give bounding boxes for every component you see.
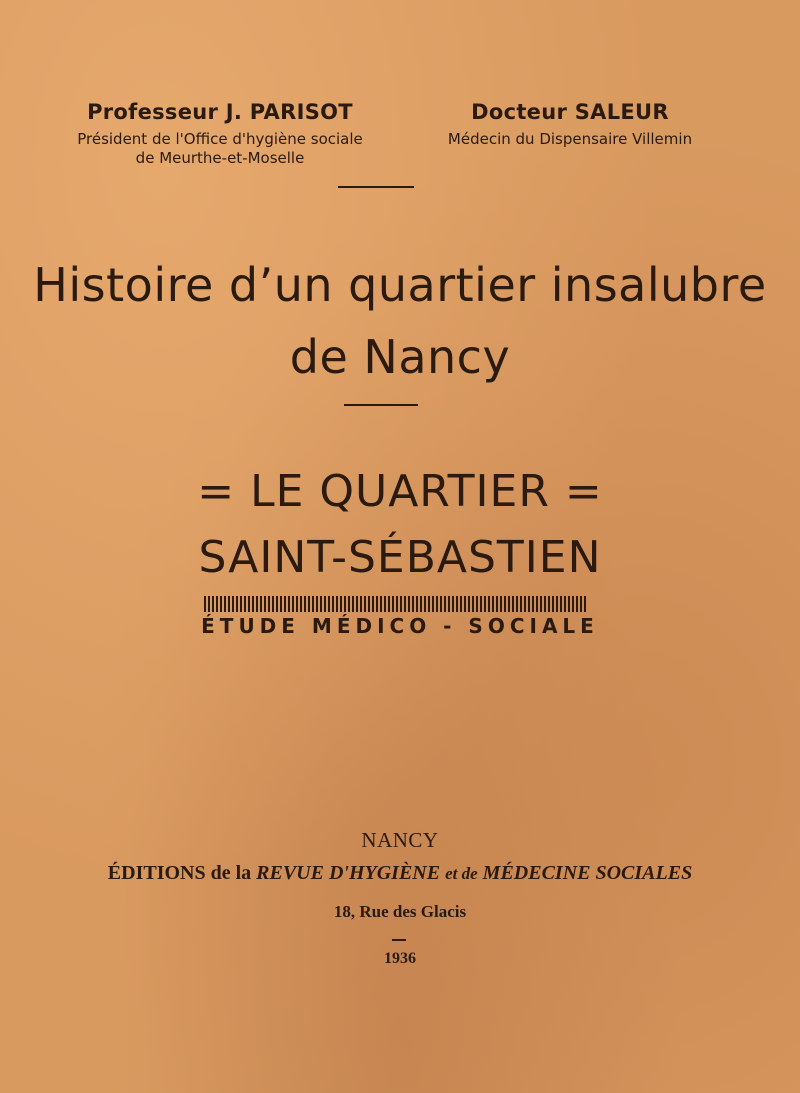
author-saleur (420, 100, 720, 149)
publisher-editions (0, 862, 800, 885)
study-label: ÉTUDE MÉDICO - SOCIALE (201, 614, 599, 638)
title-divider (344, 404, 418, 406)
main-title-line2: de Nancy (289, 330, 511, 384)
hatched-rule (204, 596, 588, 612)
publisher-city: NANCY (361, 828, 439, 852)
top-divider (338, 186, 414, 188)
subtitle-line1: = LE QUARTIER = (197, 466, 603, 517)
author-name: Docteur SALEUR (471, 100, 669, 124)
journal-connector: et de (445, 864, 478, 883)
subtitle-line2: SAINT-SÉBASTIEN (198, 532, 602, 583)
journal-name-part2: MÉDECINE SOCIALES (482, 862, 693, 884)
main-title-line1: Histoire d’un quartier insalubre (33, 258, 767, 312)
author-role-line1: Président de l'Office d'hygiène sociale (77, 130, 363, 148)
editions-prefix: ÉDITIONS de la (107, 862, 252, 884)
author-role-line1: Médecin du Dispensaire Villemin (447, 130, 693, 148)
author-role-line2: de Meurthe-et-Moselle (135, 149, 305, 167)
author-name: Professeur J. PARISOT (87, 100, 353, 124)
publication-year: 1936 (384, 950, 416, 967)
publisher-address: 18, Rue des Glacis (333, 902, 467, 921)
author-parisot (70, 100, 370, 168)
journal-name-part1: REVUE D'HYGIÈNE (256, 862, 441, 884)
year-dash (392, 939, 406, 941)
